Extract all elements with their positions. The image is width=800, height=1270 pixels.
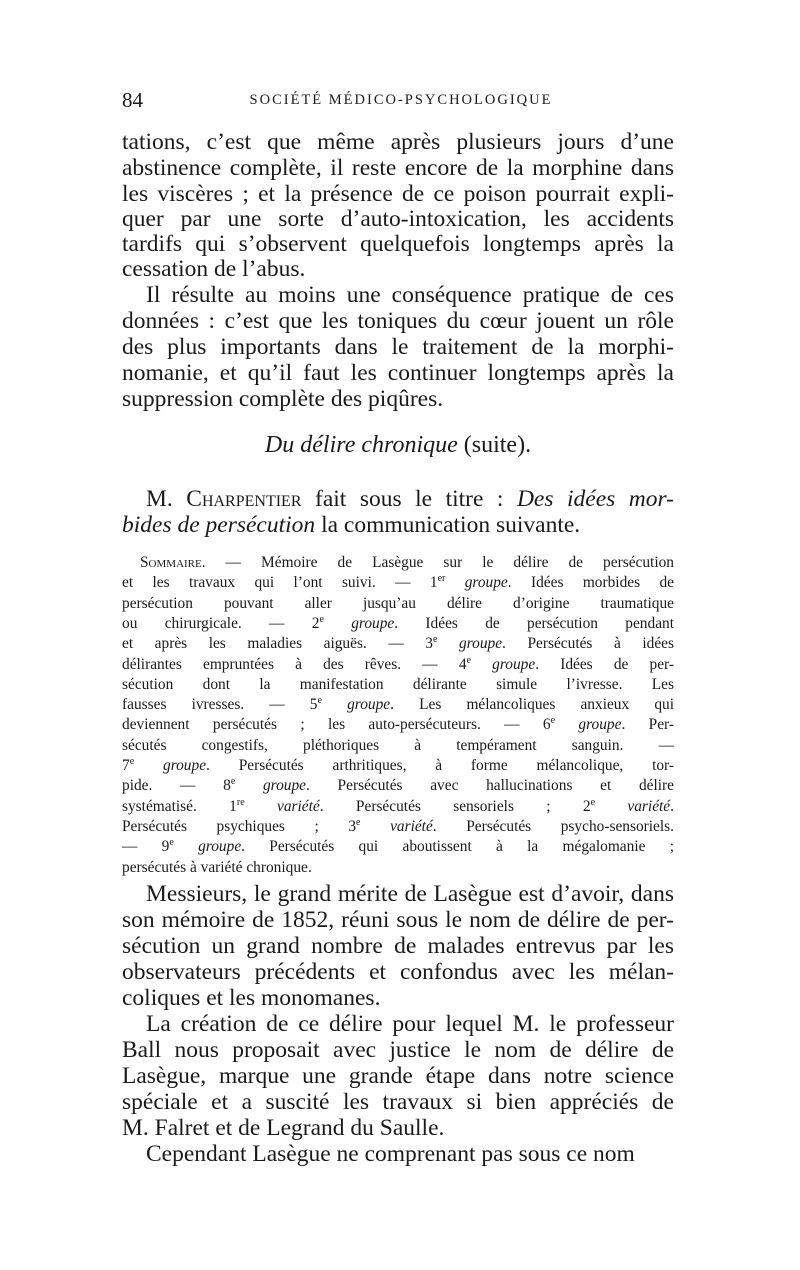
summary-text: persécutés à variété chronique.: [122, 858, 312, 876]
para3-line-4: observateurs précédents et confondus avec les mélan-: [122, 959, 674, 985]
para3-line-2: son mémoire de 1852, réuni sous le nom de délire de per-: [122, 907, 674, 933]
summary-text: pide. — 8: [122, 777, 231, 795]
summary-line: [122, 736, 674, 756]
summary-text: [437, 635, 459, 652]
summary-text: . Persécutés sensoriels ; 2: [319, 797, 591, 815]
summary-text: .: [670, 797, 674, 815]
para4-line-5: M. Falret et de Legrand du Saulle.: [122, 1115, 445, 1141]
summary-line: [122, 797, 674, 817]
summary-line: [122, 695, 674, 715]
para2-line-2: données : c’est que les toniques du cœur jouent un rôle: [122, 308, 674, 334]
summary-text: et après les maladies aiguës. — 3: [122, 635, 433, 653]
summary-text: variété: [627, 797, 671, 815]
ordinal-superscript: e: [317, 694, 322, 706]
summary-text: groupe: [464, 574, 508, 592]
para1-line-6: cessation de l’abus.: [122, 256, 306, 282]
ordinal-superscript: e: [230, 776, 236, 788]
summary-text: groupe: [262, 777, 307, 795]
summary-line: [122, 858, 674, 878]
summary-text: sécution dont la manifestation délirante simule l’ivresse. Les: [122, 675, 674, 693]
summary-line: [122, 594, 674, 614]
para1-line-5: tardifs qui s’observent quelquefois longtemps après la: [122, 231, 674, 257]
section-heading-title: Du délire chronique: [264, 432, 458, 458]
para3-line-3: sécution un grand nombre de malades entrevus par les: [122, 933, 674, 959]
summary-text: variété: [277, 797, 320, 815]
ordinal-superscript: e: [550, 715, 556, 727]
para1-line-3: les viscères ; et la présence de ce poison pourrait expli-: [122, 181, 674, 207]
summary-text: . Persécutés avec hallucinations et délire: [306, 777, 674, 795]
para4-line-4: spéciale et a suscité les travaux si bien appréciés de: [122, 1089, 674, 1115]
summary-text: [360, 818, 390, 835]
para1-line-2: abstinence complète, il reste encore de la morphine dans: [122, 155, 674, 181]
summary-text: [324, 615, 351, 632]
summary-text: [174, 838, 198, 855]
ordinal-superscript: e: [466, 654, 471, 666]
summary-text: . Idées de per-: [535, 655, 675, 673]
summary-text: variété: [390, 817, 433, 835]
para1-line-1: tations, c’est que même après plusieurs jours d’une: [122, 129, 674, 155]
summary-text: groupe: [459, 635, 503, 653]
summary-line: [122, 573, 674, 593]
journal-title: SOCIÉTÉ MÉDICO-PSYCHOLOGIQUE: [249, 92, 553, 108]
intro-rest: la communication suivante.: [315, 512, 581, 538]
summary-text: [134, 757, 163, 774]
summary-text: groupe: [163, 757, 207, 774]
ordinal-superscript: e: [356, 816, 361, 828]
summary-text: 7: [122, 757, 130, 774]
summary-text: [595, 798, 627, 815]
para3-line-1: Messieurs, le grand mérite de Lasègue est d’avoir, dans: [146, 881, 674, 907]
ordinal-superscript: e: [590, 796, 596, 808]
running-head: [122, 88, 680, 114]
summary-line: [122, 675, 674, 695]
summary-text: [235, 777, 263, 794]
summary-text: Persécutés psychiques ; 3: [122, 817, 357, 835]
summary-line: [122, 756, 674, 776]
para2-line-5: suppression complète des piqûres.: [122, 386, 444, 412]
summary-text: deviennent persécutés ; les auto-persécuteurs. — 6: [122, 716, 551, 734]
summary-line: [122, 715, 674, 735]
summary-line: [122, 634, 674, 654]
page-number: 84: [122, 88, 143, 112]
para2-line-3: des plus importants dans le traitement de la morphi-: [122, 334, 674, 360]
para4-line-1: La création de ce délire pour lequel M. le professeur: [146, 1011, 674, 1037]
para2-line-4: nomanie, et qu’il faut les continuer longtemps après la: [122, 360, 674, 386]
summary-text: — Mémoire de Lasègue sur le délire de persécution: [205, 554, 674, 571]
summary-text: et les travaux qui l’ont suivi. — 1: [122, 574, 438, 592]
summary-text: fausses ivresses. — 5: [122, 696, 318, 714]
summary-text: — 9: [122, 838, 170, 856]
ordinal-superscript: er: [437, 573, 446, 585]
summary-text: [555, 716, 578, 733]
intro-line-1: [146, 485, 674, 513]
title-part-2: bides de persécution: [122, 512, 316, 538]
summary-line: [122, 776, 674, 796]
section-heading-suffix: (suite).: [457, 432, 532, 458]
summary-text: [245, 798, 277, 815]
para2-line-1: Il résulte au moins une conséquence pratique de ces: [146, 282, 674, 308]
summary-text: groupe: [492, 655, 536, 673]
para4-line-2: Ball nous proposait avec justice le nom de délire de: [122, 1037, 674, 1063]
summary-line: [140, 553, 674, 573]
summary-text: systématisé. 1: [122, 797, 237, 815]
summary-text: . Persécutés qui aboutissent à la mégalomanie ;: [241, 838, 674, 856]
summary-line: [122, 614, 674, 634]
summary-text: Sommaire.: [140, 554, 206, 571]
summary-line: [122, 655, 674, 675]
summary-text: [445, 574, 464, 591]
summary-text: . Idées de persécution pendant: [394, 614, 674, 632]
ordinal-superscript: e: [129, 755, 135, 767]
intro-line-2: [122, 511, 674, 539]
para5-line-1: Cependant Lasègue ne comprenant pas sous ce nom: [146, 1141, 635, 1167]
summary-text: . Persécutés psycho-sensoriels.: [432, 817, 675, 835]
summary-text: sécutés congestifs, pléthoriques à tempérament sanguin. —: [122, 736, 674, 754]
summary-text: [322, 696, 347, 713]
summary-text: . Les mélancoliques anxieux qui: [390, 696, 674, 714]
para4-line-3: Lasègue, marque une grande étape dans notre science: [122, 1063, 674, 1089]
ordinal-superscript: e: [169, 837, 174, 849]
summary-line: [122, 837, 674, 857]
summary-text: ou chirurgicale. — 2: [122, 614, 320, 632]
summary-text: persécution pouvant aller jusqu’au délire d’origine traumatique: [122, 594, 674, 612]
section-heading: [122, 430, 674, 460]
summary-text: groupe: [347, 696, 391, 714]
summary-text: [471, 656, 492, 673]
para3-line-5: coliques et les monomanes.: [122, 985, 381, 1011]
ordinal-superscript: re: [236, 796, 245, 808]
ordinal-superscript: e: [433, 634, 438, 646]
summary-text: groupe: [351, 614, 395, 632]
para1-line-4: quer par une sorte d’auto-intoxication, les accidents: [122, 206, 674, 232]
summary-line: [122, 817, 674, 837]
speaker-name: M. Charpentier: [146, 486, 302, 512]
summary-text: délirantes empruntées à des rêves. — 4: [122, 655, 467, 673]
summary-text: . Persécutés à idées: [502, 635, 674, 653]
summary-text: groupe: [578, 716, 622, 734]
ordinal-superscript: e: [319, 613, 324, 625]
summary-text: . Persécutés arthritiques, à forme mélancolique, tor-: [206, 757, 675, 774]
summary-text: . Idées morbides de: [507, 574, 674, 592]
summary-text: groupe: [198, 838, 242, 856]
title-part-1: Des idées mor-: [516, 486, 674, 512]
summary-text: . Per-: [621, 716, 674, 734]
intro-mid: fait sous le titre :: [301, 486, 517, 512]
